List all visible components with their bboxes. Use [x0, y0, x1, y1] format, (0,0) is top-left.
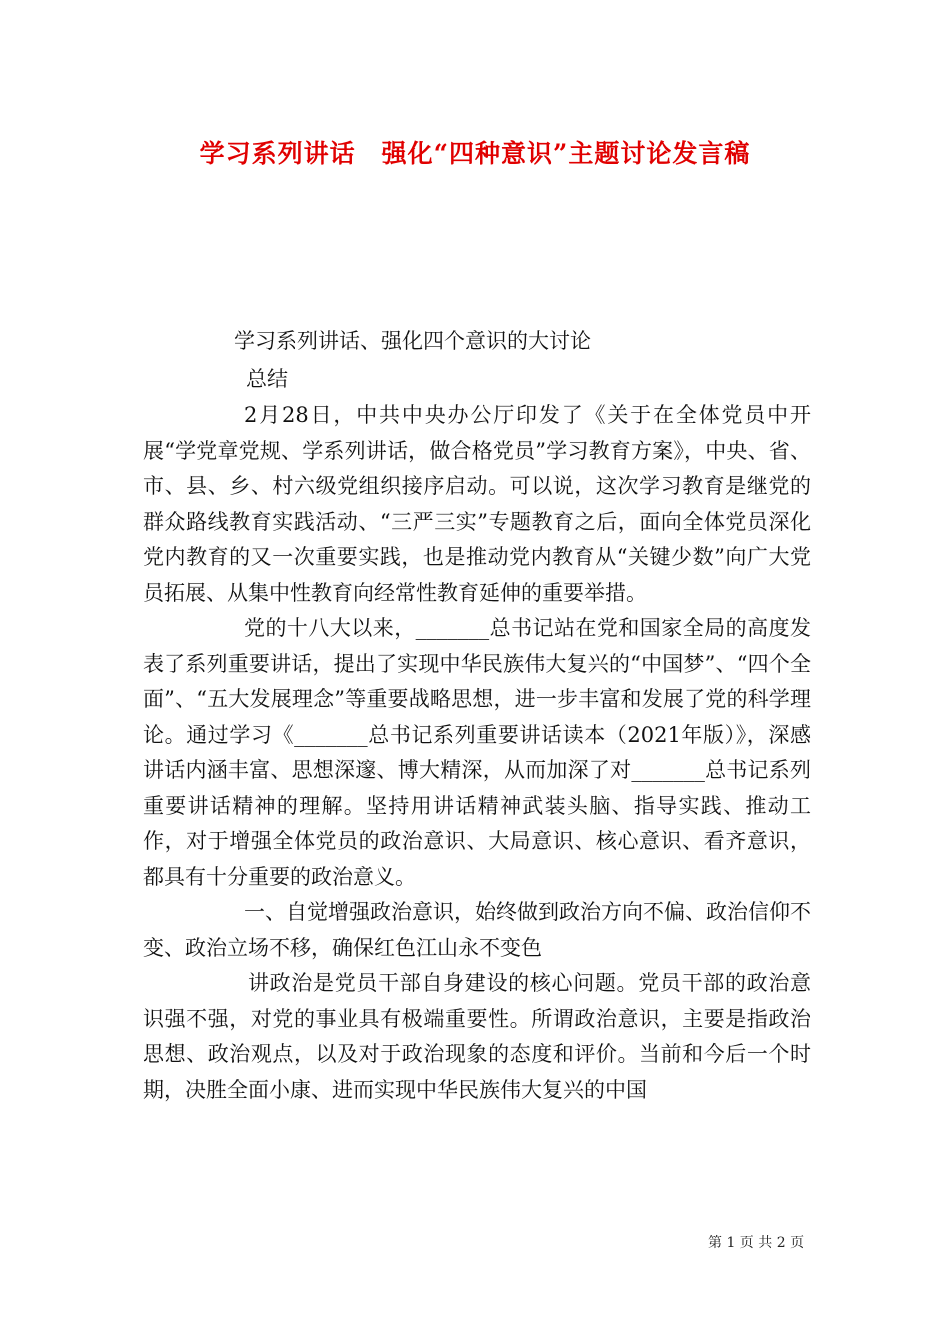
- paragraph-3: 讲政治是党员干部自身建设的核心问题。党员干部的政治意识强不强，对党的事业具有极端重要性。所谓政治意识，主要是指政治思想、政治观点，以及对于政治现象的态度和评价。当前和今后一个时期，决胜全面小康、进而实现中华民族伟大复兴的中国: [143, 971, 811, 1102]
- section-heading-1: 一、自觉增强政治意识，始终做到政治方向不偏、政治信仰不变、政治立场不移，确保红色江山永不变色: [143, 900, 811, 960]
- document-title: 学习系列讲话 强化“四种意识”主题讨论发言稿: [199, 139, 751, 168]
- document-body: [143, 398, 811, 1108]
- document-subtitle-continued: 总结: [246, 367, 288, 391]
- page-number-footer: 第 1 页 共 2 页: [708, 1235, 805, 1251]
- document-subtitle: 学习系列讲话、强化四个意识的大讨论: [234, 329, 591, 353]
- paragraph-1: 2月28日，中共中央办公厅印发了《关于在全体党员中开展“学党章党规、学系列讲话，做合格党员”学习教育方案》，中央、省、市、县、乡、村六级党组织接序启动。可以说，这次学习教育是继党的群众路线教育实践活动、“三严三实”专题教育之后，面向全体党员深化党内教育的又一次重要实践，也是推动党内教育从“关键少数”向广大党员拓展、从集中性教育向经常性教育延伸的重要举措。: [143, 403, 811, 605]
- paragraph-2: 党的十八大以来，_______总书记站在党和国家全局的高度发表了系列重要讲话，提出了实现中华民族伟大复兴的“中国梦”、“四个全面”、“五大发展理念”等重要战略思想，进一步丰富和发展了党的科学理论。通过学习《_______总书记系列重要讲话读本（2021年版）》，深感讲话内涵丰富、思想深邃、博大精深，从而加深了对_______总书记系列重要讲话精神的理解。坚持用讲话精神武装头脑、指导实践、推动工作，对于增强全体党员的政治意识、大局意识、核心意识、看齐意识，都具有十分重要的政治意义。: [143, 616, 811, 889]
